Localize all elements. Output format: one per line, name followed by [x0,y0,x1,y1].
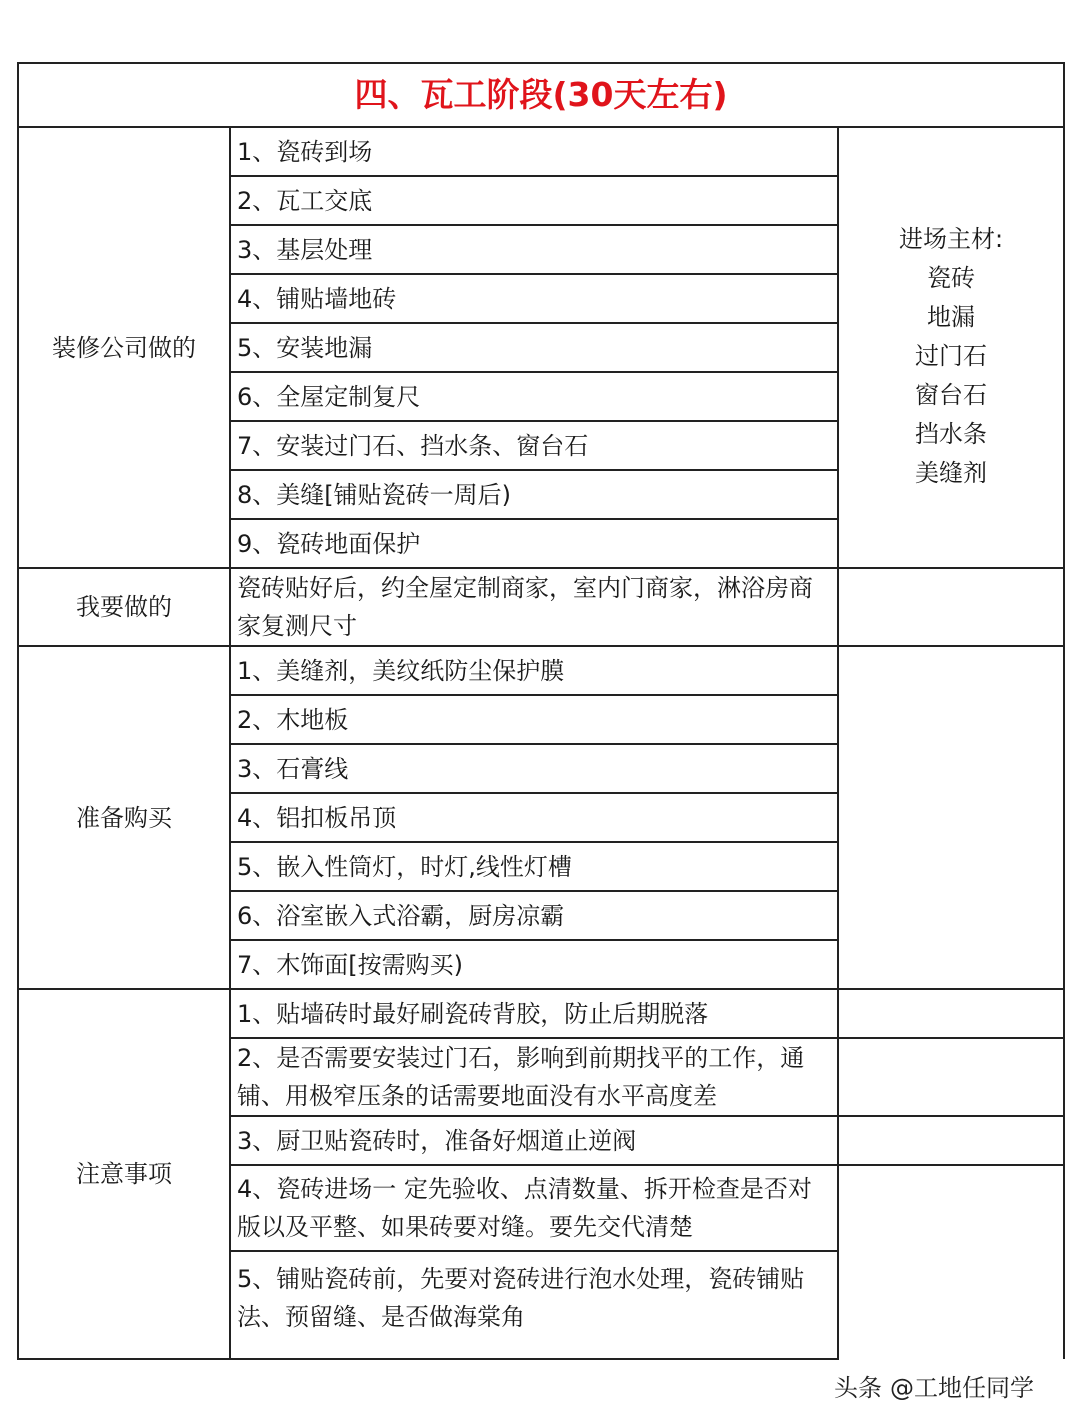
material-item: 美缝剂 [915,459,987,487]
empty-cell [838,1165,1064,1359]
material-item: 挡水条 [915,420,987,448]
watermark-source: 头条 [834,1374,882,1402]
empty-cell [838,989,1064,1038]
list-item: 1、美缝剂，美纹纸防尘保护膜 [230,646,838,695]
table-row [18,989,1064,1038]
table-row [18,646,1064,695]
material-item: 窗台石 [915,381,987,409]
list-item: 9、瓷砖地面保护 [230,519,838,568]
list-item: 4、瓷砖进场一 定先验收、点清数量、拆开检查是否对版以及平整、如果砖要对缝。要先交代清楚 [230,1165,838,1251]
list-item: 瓷砖贴好后，约全屋定制商家，室内门商家，淋浴房商家复测尺寸 [230,568,838,646]
list-item: 2、木地板 [230,695,838,744]
list-item: 4、铺贴墙地砖 [230,274,838,323]
list-item: 6、全屋定制复尺 [230,372,838,421]
empty-cell [838,1038,1064,1116]
list-item: 7、安装过门石、挡水条、窗台石 [230,421,838,470]
list-item: 2、瓦工交底 [230,176,838,225]
list-item: 1、瓷砖到场 [230,127,838,176]
main-materials-cell [838,127,1064,568]
category-company: 装修公司做的 [18,127,230,568]
list-item: 4、铝扣板吊顶 [230,793,838,842]
empty-cell [838,646,1064,989]
table-row [18,127,1064,176]
table-title: 四、瓦工阶段(30天左右) [18,63,1064,127]
empty-cell [838,568,1064,646]
list-item: 5、嵌入性筒灯，时灯,线性灯槽 [230,842,838,891]
material-item: 地漏 [927,303,975,331]
empty-cell [838,1116,1064,1165]
material-item: 瓷砖 [927,264,975,292]
category-my-tasks: 我要做的 [18,568,230,646]
stage-table [17,62,1063,1360]
list-item: 6、浴室嵌入式浴霸，厨房凉霸 [230,891,838,940]
list-item: 7、木饰面[按需购买) [230,940,838,989]
watermark-handle: @工地任同学 [890,1374,1034,1402]
watermark [830,1370,1038,1406]
list-item: 2、是否需要安装过门石，影响到前期找平的工作，通铺、用极窄压条的话需要地面没有水平高度差 [230,1038,838,1116]
list-item: 8、美缝[铺贴瓷砖一周后) [230,470,838,519]
materials-heading: 进场主材: [898,225,1004,253]
list-item: 1、贴墙砖时最好刷瓷砖背胶，防止后期脱落 [230,989,838,1038]
list-item: 3、基层处理 [230,225,838,274]
list-item: 3、石膏线 [230,744,838,793]
table-row [18,568,1064,646]
list-item: 3、厨卫贴瓷砖时，准备好烟道止逆阀 [230,1116,838,1165]
list-item: 5、铺贴瓷砖前，先要对瓷砖进行泡水处理，瓷砖铺贴法、预留缝、是否做海棠角 [230,1251,838,1359]
list-item: 5、安装地漏 [230,323,838,372]
category-notes: 注意事项 [18,989,230,1359]
category-to-buy: 准备购买 [18,646,230,989]
material-item: 过门石 [915,342,987,370]
